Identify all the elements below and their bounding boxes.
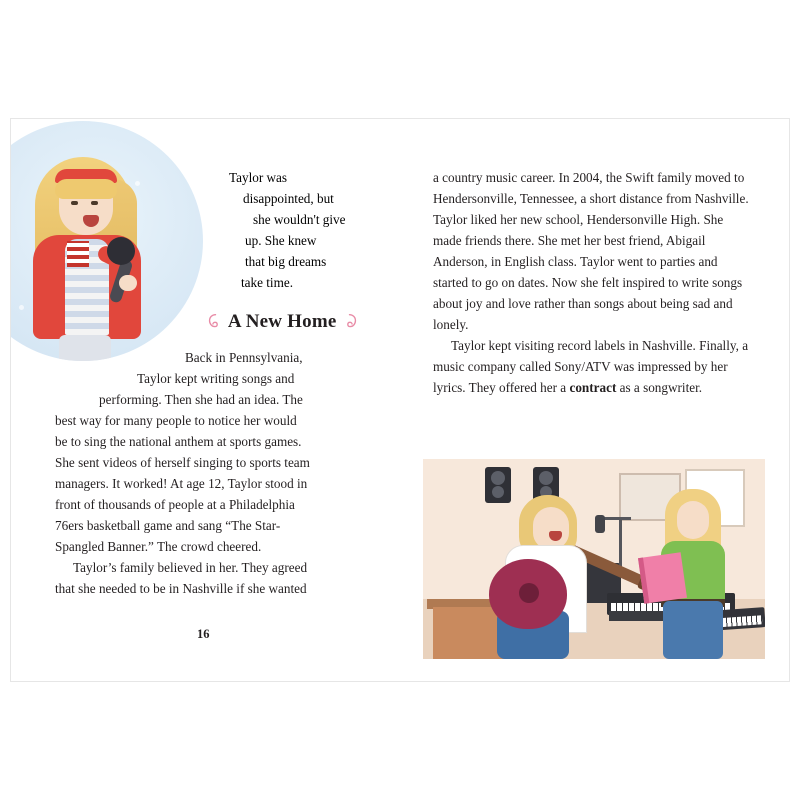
- body-line: 76ers basketball game and sang “The Star-: [55, 518, 281, 533]
- studio-microphone-icon: [595, 515, 605, 533]
- pull-line: she wouldn't give: [253, 212, 346, 227]
- pull-line: up. She knew: [245, 233, 317, 248]
- body-line: best way for many people to notice her would: [55, 413, 297, 428]
- body-line: front of thousands of people at a Philadelphia: [55, 497, 295, 512]
- body-line: Taylor’s family believed in her. They agreed: [73, 560, 308, 575]
- page-number: 16: [197, 627, 210, 641]
- pull-quote-text: [207, 167, 375, 293]
- body-line: that she needed to be in Nashville if she wanted: [55, 581, 307, 596]
- paragraph: [433, 335, 753, 398]
- body-line: Spangled Banner.” The crowd cheered.: [55, 539, 262, 554]
- body-line: Back in Pennsylvania,: [185, 350, 303, 365]
- girl-singing-illustration: [11, 121, 203, 361]
- girl-figure: [15, 139, 165, 361]
- pull-line: disappointed, but: [243, 191, 334, 206]
- pull-line: that big dreams: [245, 254, 327, 269]
- left-page-body-text: [55, 347, 375, 599]
- pull-line: take time.: [241, 275, 293, 290]
- speaker-icon: [485, 467, 511, 503]
- book-spread: [10, 118, 790, 682]
- bolded-term: contract: [569, 380, 617, 395]
- body-line: managers. It worked! At age 12, Taylor stood in: [55, 476, 308, 491]
- notebook-icon: [638, 552, 687, 604]
- paragraph-text-pre: Taylor kept visiting record labels in Nashville. Finally, a music company called Sony/ATV was impressed by her lyrics. They offered her a: [433, 338, 749, 395]
- swirl-ornament-left-icon: [207, 313, 224, 330]
- right-page-body-text: [433, 167, 753, 398]
- recording-studio-illustration: [423, 459, 765, 659]
- right-page: [401, 119, 790, 681]
- body-line: Taylor kept writing songs and: [137, 371, 295, 386]
- body-line: be to sing the national anthem at sports games.: [55, 434, 302, 449]
- paragraph: a country music career. In 2004, the Swift family moved to Hendersonville, Tennessee, a short distance from Nashville. Taylor liked her new school, Hendersonville High. She made friends there. She met her best friend, Abigail Anderson, in English class. Taylor went to parties and started to go on dates. Now she felt inspired to write songs about joy and love rather than songs about being sad and lonely.: [433, 170, 749, 332]
- paragraph-text-post: as a songwriter.: [616, 380, 703, 395]
- swirl-ornament-right-icon: [341, 313, 358, 330]
- section-heading: [207, 311, 397, 333]
- body-line: She sent videos of herself singing to sports team: [55, 455, 310, 470]
- body-line: performing. Then she had an idea. The: [99, 392, 303, 407]
- section-heading-text: A New Home: [227, 311, 337, 332]
- pull-line: Taylor was: [229, 170, 288, 185]
- left-page: [11, 119, 401, 681]
